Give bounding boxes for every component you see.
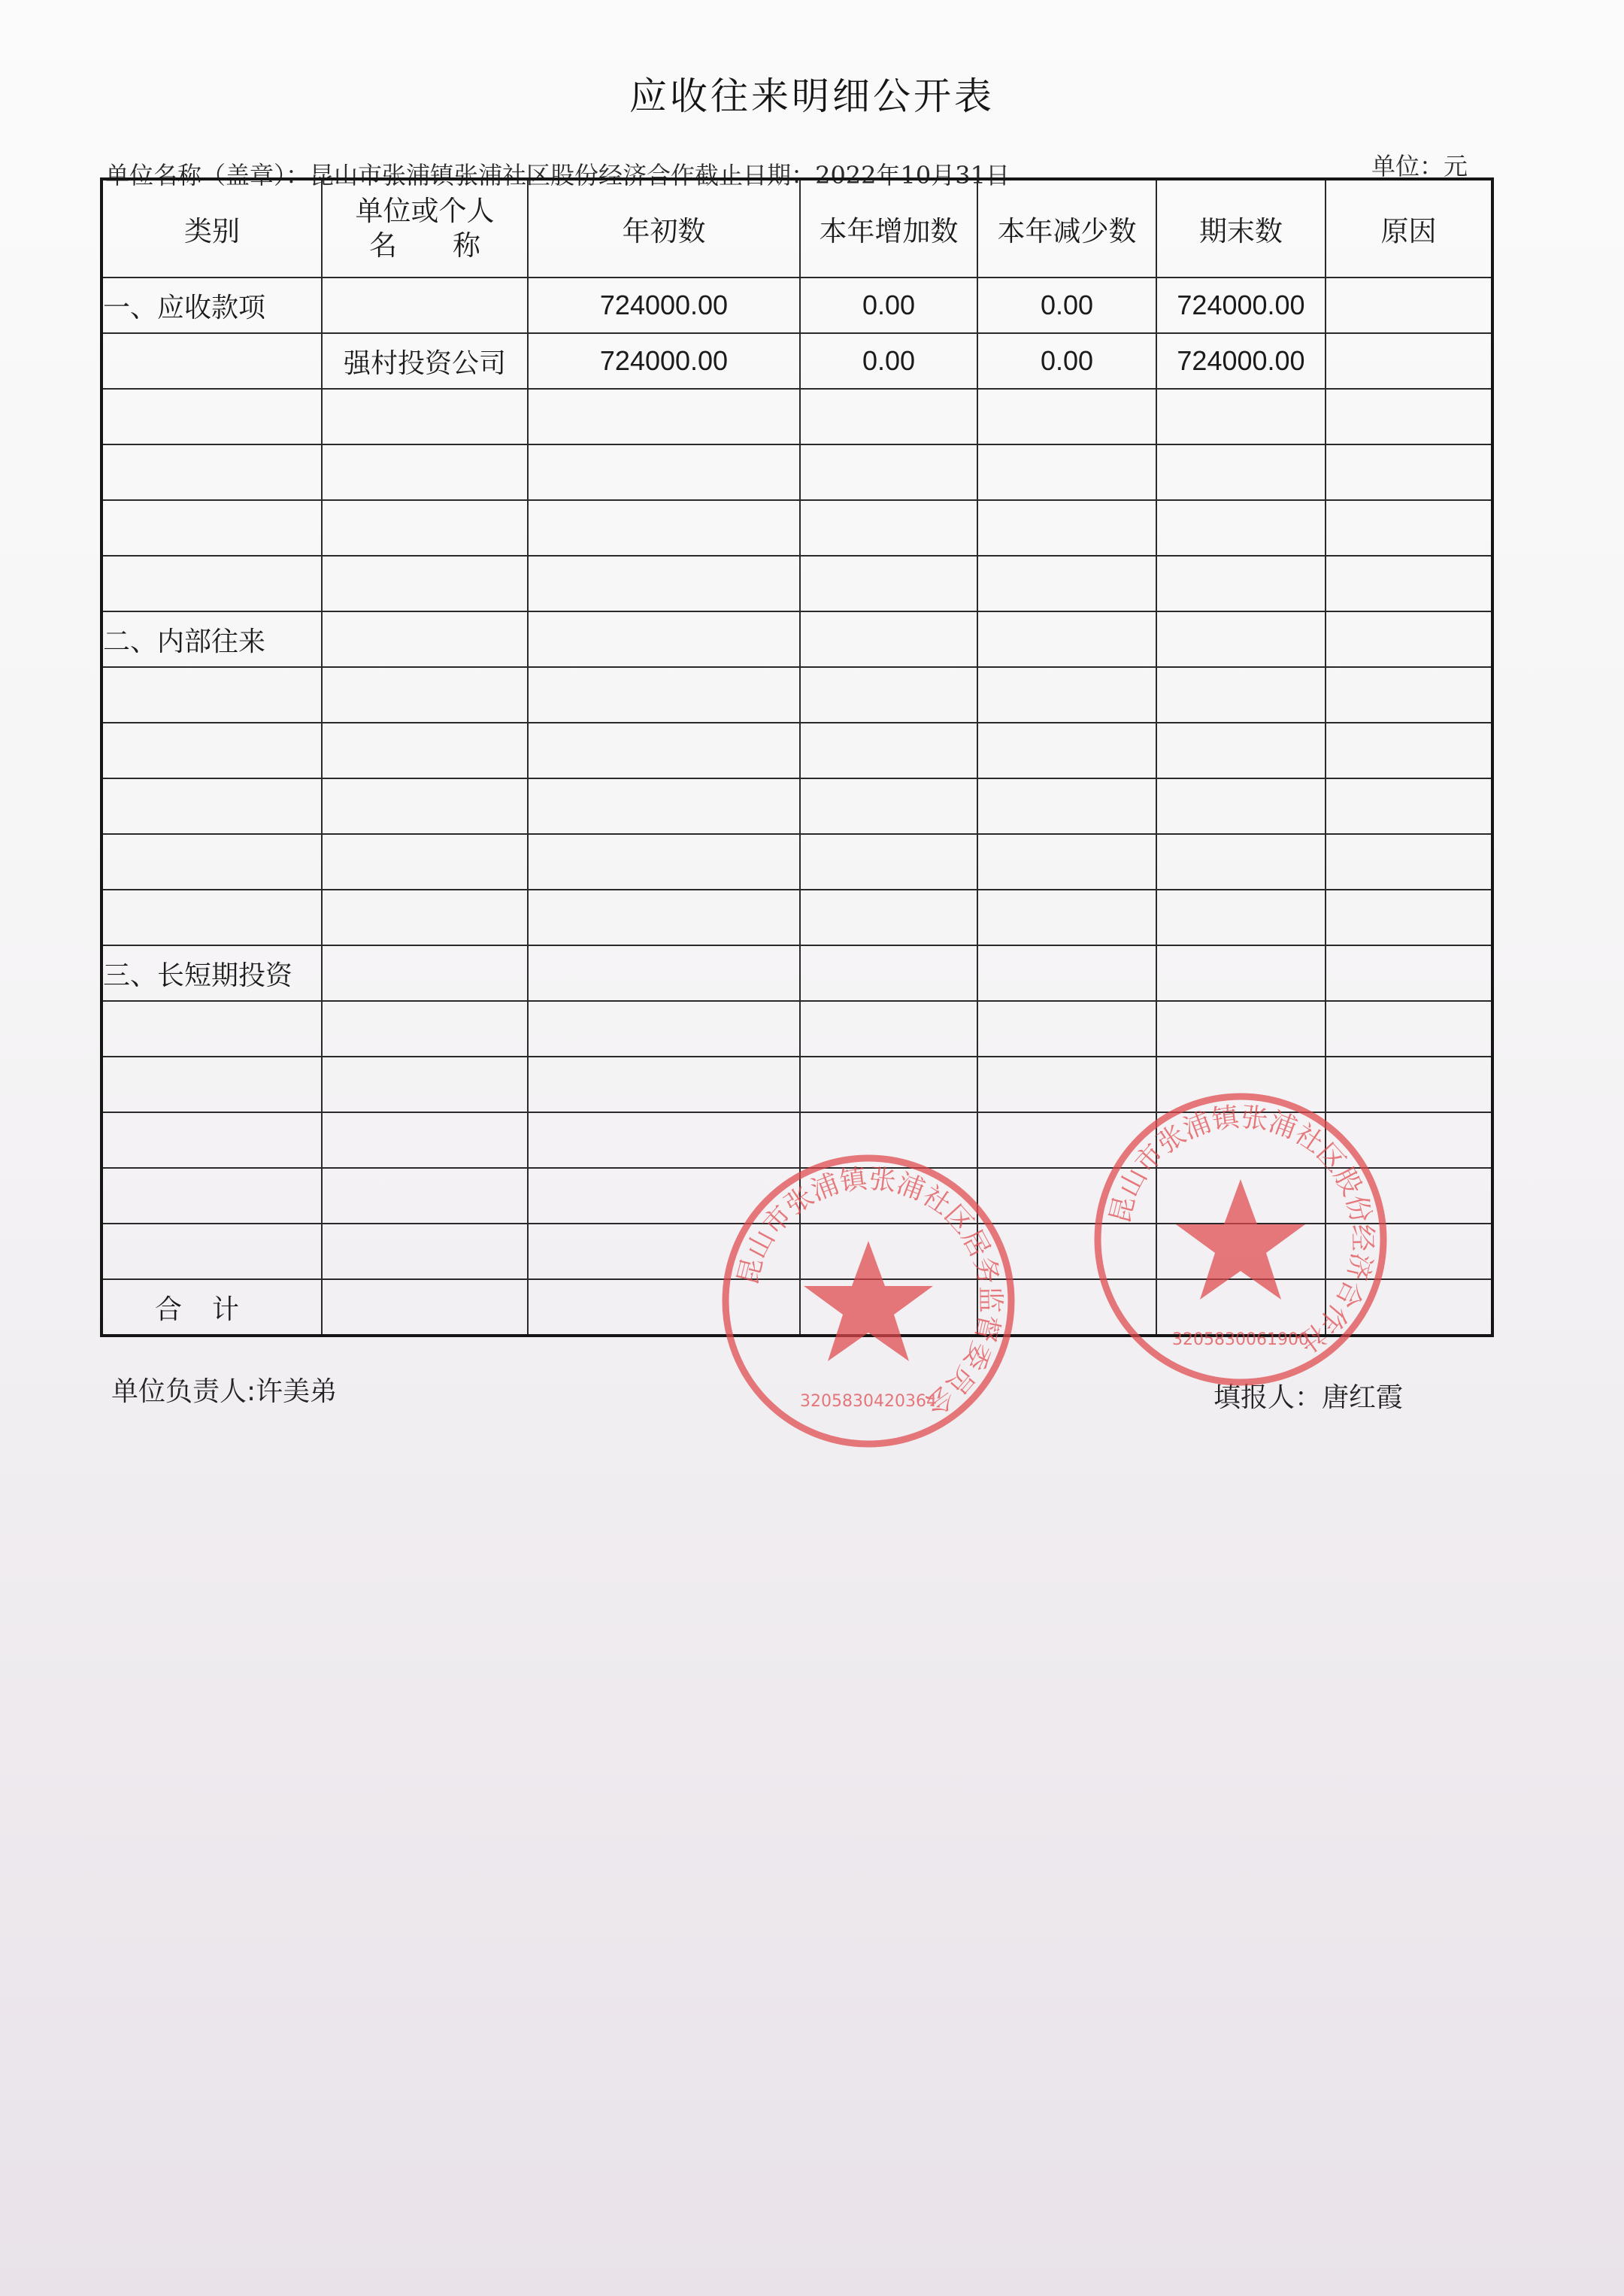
row-closing xyxy=(1156,389,1326,444)
table-row xyxy=(102,389,1492,444)
row-entity xyxy=(322,834,528,890)
row-entity xyxy=(322,611,528,667)
row-entity xyxy=(322,945,528,1001)
row-increase xyxy=(800,834,977,890)
row-category: 二、内部往来 xyxy=(102,611,322,667)
seal1-name-path: 昆山市张浦镇张浦社区居务监督委员会 xyxy=(732,1163,1006,1421)
row-category xyxy=(102,667,322,723)
row-increase xyxy=(800,389,977,444)
row-increase xyxy=(800,500,977,556)
header-reason: 原因 xyxy=(1326,179,1492,278)
row-reason xyxy=(1326,1001,1492,1057)
row-category xyxy=(102,834,322,890)
row-decrease xyxy=(977,778,1156,834)
row-entity xyxy=(322,667,528,723)
row-reason xyxy=(1326,333,1492,389)
row-closing xyxy=(1156,778,1326,834)
row-entity xyxy=(322,1001,528,1057)
table-row xyxy=(102,556,1492,611)
seal1-code: 3205830420364 xyxy=(800,1392,937,1411)
row-category xyxy=(102,723,322,778)
header-decrease: 本年减少数 xyxy=(977,179,1156,278)
header-info-line: 单位名称（盖章）：昆山市张浦镇张浦社区股份经济合作截止日期：2022年10月31日 xyxy=(105,161,1010,190)
row-opening xyxy=(528,890,800,945)
row-reason xyxy=(1326,500,1492,556)
row-reason xyxy=(1326,667,1492,723)
row-opening xyxy=(528,500,800,556)
row-entity xyxy=(322,1224,528,1279)
seal2-code: 3205830061900 xyxy=(1172,1330,1309,1349)
row-closing xyxy=(1156,834,1326,890)
table-row xyxy=(102,500,1492,556)
row-reason xyxy=(1326,778,1492,834)
row-opening: 724000.00 xyxy=(528,333,800,389)
header-increase: 本年增加数 xyxy=(800,179,977,278)
row-increase xyxy=(800,1001,977,1057)
row-decrease xyxy=(977,1001,1156,1057)
row-increase xyxy=(800,556,977,611)
total-label: 合计 xyxy=(102,1279,322,1336)
row-increase xyxy=(800,611,977,667)
row-increase: 0.00 xyxy=(800,278,977,333)
row-decrease xyxy=(977,667,1156,723)
cooperative-seal xyxy=(1090,1089,1391,1390)
responsible-name: 许美弟 xyxy=(256,1376,338,1407)
row-increase xyxy=(800,1057,977,1112)
row-decrease: 0.00 xyxy=(977,278,1156,333)
responsible-label: 单位负责人: xyxy=(111,1376,256,1407)
row-category xyxy=(102,500,322,556)
row-entity xyxy=(322,444,528,500)
row-opening xyxy=(528,778,800,834)
row-entity xyxy=(322,278,528,333)
row-decrease xyxy=(977,723,1156,778)
star-icon xyxy=(804,1241,933,1361)
row-increase xyxy=(800,778,977,834)
row-entity xyxy=(322,500,528,556)
row-entity xyxy=(322,1112,528,1168)
row-opening xyxy=(528,444,800,500)
row-decrease xyxy=(977,945,1156,1001)
table-row xyxy=(102,723,1492,778)
row-category xyxy=(102,556,322,611)
table-row xyxy=(102,278,1492,333)
row-opening xyxy=(528,667,800,723)
table-row xyxy=(102,333,1492,389)
row-closing xyxy=(1156,611,1326,667)
row-increase xyxy=(800,945,977,1001)
row-closing xyxy=(1156,667,1326,723)
table-row xyxy=(102,611,1492,667)
row-opening xyxy=(528,1057,800,1112)
row-entity: 强村投资公司 xyxy=(322,333,528,389)
table-header-row xyxy=(102,179,1492,278)
row-closing: 724000.00 xyxy=(1156,278,1326,333)
row-category xyxy=(102,444,322,500)
table-row xyxy=(102,890,1492,945)
row-category xyxy=(102,333,322,389)
header-category: 类别 xyxy=(102,179,322,278)
row-decrease xyxy=(977,611,1156,667)
table-row xyxy=(102,667,1492,723)
row-opening: 724000.00 xyxy=(528,278,800,333)
row-reason xyxy=(1326,278,1492,333)
row-reason xyxy=(1326,890,1492,945)
row-opening xyxy=(528,556,800,611)
deadline-label: 截止日期 xyxy=(695,161,792,190)
row-decrease xyxy=(977,389,1156,444)
unit-name-label: 单位名称（盖章） xyxy=(105,161,286,190)
row-category xyxy=(102,1001,322,1057)
row-category xyxy=(102,1112,322,1168)
row-closing xyxy=(1156,1001,1326,1057)
row-closing: 724000.00 xyxy=(1156,333,1326,389)
row-reason xyxy=(1326,723,1492,778)
row-decrease xyxy=(977,834,1156,890)
row-category xyxy=(102,1057,322,1112)
supervisory-committee-seal xyxy=(718,1151,1019,1451)
row-entity xyxy=(322,890,528,945)
table-row xyxy=(102,945,1492,1001)
row-reason xyxy=(1326,945,1492,1001)
row-increase xyxy=(800,667,977,723)
row-opening xyxy=(528,723,800,778)
row-decrease xyxy=(977,556,1156,611)
currency-unit: 单位：元 xyxy=(1371,152,1468,180)
row-reason xyxy=(1326,444,1492,500)
row-entity xyxy=(322,1057,528,1112)
header-entity-line1: 单位或个人 xyxy=(355,195,495,227)
row-category xyxy=(102,1168,322,1224)
preparer-label: 填报人： xyxy=(1213,1382,1323,1413)
table-row xyxy=(102,834,1492,890)
row-closing xyxy=(1156,556,1326,611)
row-opening xyxy=(528,389,800,444)
row-closing xyxy=(1156,945,1326,1001)
header-entity xyxy=(322,179,528,278)
row-decrease xyxy=(977,444,1156,500)
preparer-name: 唐红霞 xyxy=(1322,1382,1404,1413)
row-closing xyxy=(1156,890,1326,945)
row-opening xyxy=(528,834,800,890)
row-decrease xyxy=(977,890,1156,945)
row-category xyxy=(102,778,322,834)
deadline-value: 2022年10月31日 xyxy=(815,161,1010,190)
row-decrease xyxy=(977,500,1156,556)
row-closing xyxy=(1156,444,1326,500)
row-opening xyxy=(528,1001,800,1057)
header-closing: 期末数 xyxy=(1156,179,1326,278)
header-opening: 年初数 xyxy=(528,179,800,278)
table-row xyxy=(102,778,1492,834)
star-icon xyxy=(1176,1179,1305,1300)
row-opening xyxy=(528,945,800,1001)
row-increase xyxy=(800,890,977,945)
table-row xyxy=(102,1001,1492,1057)
seal2-name-path: 昆山市张浦镇张浦社区股份经济合作社 xyxy=(1104,1102,1378,1359)
row-closing xyxy=(1156,723,1326,778)
row-entity xyxy=(322,389,528,444)
row-category xyxy=(102,890,322,945)
row-entity xyxy=(322,1168,528,1224)
row-category: 三、长短期投资 xyxy=(102,945,322,1001)
row-category xyxy=(102,389,322,444)
row-category xyxy=(102,1224,322,1279)
row-opening xyxy=(528,611,800,667)
row-entity xyxy=(322,723,528,778)
unit-name-value: 昆山市张浦镇张浦社区股份经济合作 xyxy=(310,161,695,190)
responsible-person xyxy=(111,1370,337,1409)
table-row xyxy=(102,444,1492,500)
row-reason xyxy=(1326,834,1492,890)
row-decrease: 0.00 xyxy=(977,333,1156,389)
row-increase: 0.00 xyxy=(800,333,977,389)
total-cell-empty xyxy=(322,1279,528,1336)
row-increase xyxy=(800,723,977,778)
document-title: 应收往来明细公开表 xyxy=(629,74,995,118)
row-entity xyxy=(322,556,528,611)
row-category: 一、应收款项 xyxy=(102,278,322,333)
header-entity-line2: 名 称 xyxy=(369,229,480,262)
row-entity xyxy=(322,778,528,834)
row-reason xyxy=(1326,611,1492,667)
row-closing xyxy=(1156,500,1326,556)
row-increase xyxy=(800,444,977,500)
row-reason xyxy=(1326,389,1492,444)
row-reason xyxy=(1326,556,1492,611)
